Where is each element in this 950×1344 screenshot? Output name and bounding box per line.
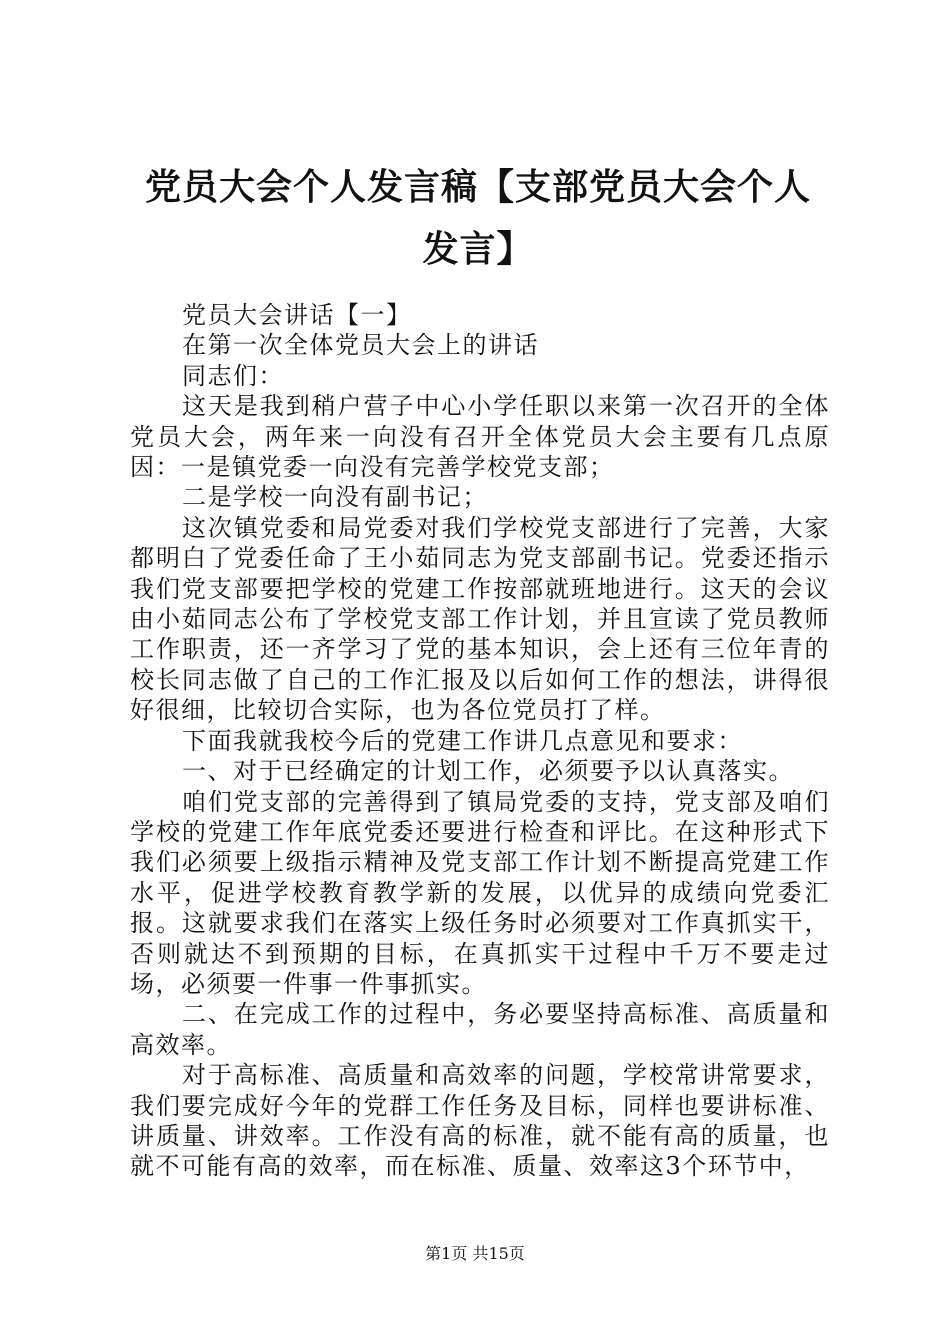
paragraph: 二、在完成工作的过程中，务必要坚持高标准、高质量和高效率。 bbox=[130, 1000, 830, 1059]
paragraph: 这天是我到稍户营子中心小学任职以来第一次召开的全体党员大会，两年来一向没有召开全体党员大会主要有几点原因：一是镇党委一向没有完善学校党支部； bbox=[130, 392, 830, 482]
paragraph: 在第一次全体党员大会上的讲话 bbox=[182, 331, 539, 360]
paragraph: 下面我就我校今后的党建工作讲几点意见和要求： bbox=[182, 726, 743, 755]
paragraph: 党员大会讲话【一】 bbox=[182, 301, 412, 329]
document-body bbox=[130, 300, 830, 1182]
paragraph: 咱们党支部的完善得到了镇局党委的支持，党支部及咱们学校的党建工作年底党委还要进行检查和评比。在这种形式下我们必须要上级指示精神及党支部工作计划不断提高党建工作水平，促进学校教育教学新的发展，以优异的成绩向党委汇报。这就要求我们在落实上级任务时必须要对工作真抓实干，否则就达不到预期的目标，在真抓实干过程中千万不要走过场，必须要一件事一件事抓实。 bbox=[130, 787, 830, 998]
paragraph: 一、对于已经确定的计划工作，必须要予以认真落实。 bbox=[182, 757, 794, 786]
page-number-footer: 第1页 共15页 bbox=[425, 1244, 525, 1263]
paragraph: 对于高标准、高质量和高效率的问题，学校常讲常要求，我们要完成好今年的党群工作任务及目标，同样也要讲标准、讲质量、讲效率。工作没有高的标准，就不能有高的质量，也就不可能有高的效率，而在标准、质量、效率这3个环节中， bbox=[130, 1061, 830, 1181]
document-title: 党员大会个人发言稿【支部党员大会个人发言】 bbox=[144, 166, 811, 270]
paragraph: 这次镇党委和局党委对我们学校党支部进行了完善，大家都明白了党委任命了王小茹同志为党支部副书记。党委还指示我们党支部要把学校的党建工作按部就班地进行。这天的会议由小茹同志公布了学校党支部工作计划，并且宣读了党员教师工作职责，还一齐学习了党的基本知识，会上还有三位年青的校长同志做了自己的工作汇报及以后如何工作的想法，讲得很好很细，比较切合实际，也为各位党员打了样。 bbox=[130, 513, 830, 725]
paragraph: 同志们： bbox=[182, 361, 284, 390]
paragraph: 二是学校一向没有副书记； bbox=[182, 483, 488, 512]
